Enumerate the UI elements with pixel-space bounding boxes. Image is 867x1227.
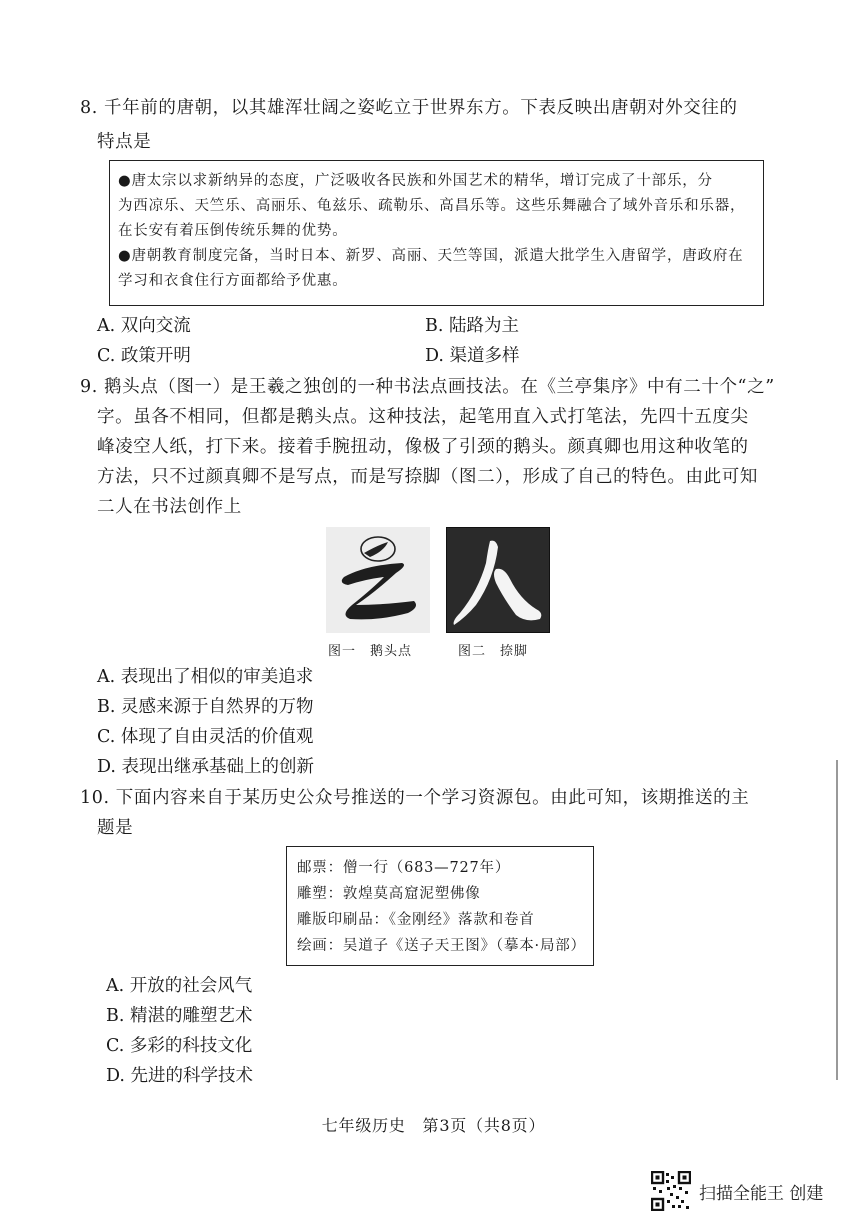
q9-option-d[interactable]: D. 表现出继承基础上的创新 bbox=[97, 757, 315, 777]
q10-box-line: 雕塑：敦煌莫高窟泥塑佛像 bbox=[297, 886, 481, 902]
q8-box-line: 在长安有着压倒传统乐舞的优势。 bbox=[118, 223, 348, 239]
q10-box-line: 邮票：僧一行（683—727年） bbox=[297, 860, 511, 876]
q8-box-line: ●唐太宗以求新纳异的态度，广泛吸收各民族和外国艺术的精华，增订完成了十部乐，分 bbox=[118, 173, 713, 189]
q9-option-c[interactable]: C. 体现了自由灵活的价值观 bbox=[97, 727, 314, 747]
watermark-text: 扫描全能王 创建 bbox=[699, 1183, 824, 1204]
q8-stem-line1: 8. 千年前的唐朝，以其雄浑壮阔之姿屹立于世界东方。下表反映出唐朝对外交往的 bbox=[80, 98, 738, 118]
figure-2-caption: 图二 捺脚 bbox=[458, 644, 529, 659]
q10-option-c[interactable]: C. 多彩的科技文化 bbox=[106, 1036, 253, 1056]
q9-stem-line5: 二人在书法创作上 bbox=[97, 497, 242, 517]
page-footer: 七年级历史 第3页（共8页） bbox=[321, 1116, 546, 1135]
q9-option-b[interactable]: B. 灵感来源于自然界的万物 bbox=[97, 697, 314, 717]
q10-option-b[interactable]: B. 精湛的雕塑艺术 bbox=[106, 1006, 253, 1026]
q9-stem-line2: 字。虽各不相同，但都是鹅头点。这种技法，起笔用直入式打笔法，先四十五度尖 bbox=[97, 407, 749, 427]
q10-box-line: 绘画：吴道子《送子天王图》（摹本·局部） bbox=[297, 938, 586, 954]
figure-press-stroke-image bbox=[446, 527, 550, 633]
q8-box-line: 为西凉乐、天竺乐、高丽乐、龟兹乐、疏勒乐、高昌乐等。这些乐舞融合了域外音乐和乐器， bbox=[118, 198, 746, 214]
q10-option-d[interactable]: D. 先进的科学技术 bbox=[106, 1066, 254, 1086]
q8-box-line: ●唐朝教育制度完备，当时日本、新罗、高丽、天竺等国，派遣大批学生入唐留学，唐政府在 bbox=[118, 248, 744, 264]
q10-option-a[interactable]: A. 开放的社会风气 bbox=[106, 976, 253, 996]
q9-stem-line1: 9. 鹅头点（图一）是王羲之独创的一种书法点画技法。在《兰亭集序》中有二十个“之” bbox=[80, 377, 775, 397]
q8-stem-line2: 特点是 bbox=[97, 132, 152, 152]
q8-material-box bbox=[109, 160, 764, 306]
q8-option-c[interactable]: C. 政策开明 bbox=[97, 346, 191, 366]
q8-option-d[interactable]: D. 渠道多样 bbox=[425, 346, 520, 366]
q8-option-b[interactable]: B. 陆路为主 bbox=[425, 316, 519, 336]
q10-box-line: 雕版印刷品：《金刚经》落款和卷首 bbox=[297, 912, 535, 928]
q9-option-a[interactable]: A. 表现出了相似的审美追求 bbox=[97, 667, 314, 687]
figure-goose-head-dot-image bbox=[326, 527, 430, 633]
q9-stem-line4: 方法，只不过颜真卿不是写点，而是写捺脚（图二），形成了自己的特色。由此可知 bbox=[97, 467, 758, 487]
figure-1-caption: 图一 鹅头点 bbox=[328, 644, 413, 659]
qr-code-icon bbox=[651, 1171, 691, 1211]
q9-stem-line3: 峰凌空人纸，打下来。接着手腕扭动，像极了引颈的鹅头。颜真卿也用这种收笔的 bbox=[97, 437, 749, 457]
q8-box-line: 学习和衣食住行方面都给予优惠。 bbox=[118, 273, 348, 289]
q10-stem-line2: 题是 bbox=[97, 818, 134, 838]
q10-resource-box bbox=[286, 846, 594, 966]
q8-option-a[interactable]: A. 双向交流 bbox=[97, 316, 191, 336]
q10-stem-line1: 10. 下面内容来自于某历史公众号推送的一个学习资源包。由此可知，该期推送的主 bbox=[80, 788, 750, 808]
scanner-watermark bbox=[651, 1170, 823, 1212]
page-edge-rule bbox=[836, 760, 838, 1080]
